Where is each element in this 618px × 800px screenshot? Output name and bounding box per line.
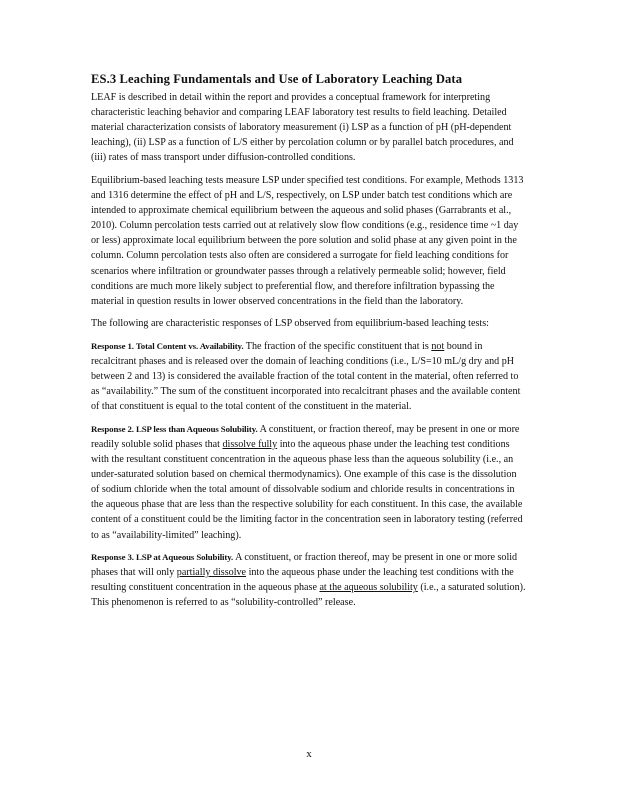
response-2-underlined: dissolve fully — [222, 438, 278, 450]
response-1-text-a: The fraction of the specific constituent that is — [245, 340, 432, 352]
paragraph-leaf-overview: LEAF is described in detail within the report and provides a conceptual framework for interpreting characteristic leaching behavior and comparing LEAF laboratory test results to field leaching. Detailed material characterization consists of laboratory measurement (i) LSP as a function of pH (pH‐dependent leaching), (ii) LSP as a function of L/S either by percolation column or by parallel batch procedures, and (iii) rates of mass transport under diffusion‐controlled conditions. — [91, 92, 514, 164]
response-3-underlined-b: at the aqueous solubility — [319, 582, 418, 594]
response-3-text-a: A constituent, or fraction thereof, may be present in one or more solid phases that will only — [91, 552, 518, 579]
response-3 — [91, 550, 527, 610]
response-2-text-a: A constituent, or fraction thereof, may be present in one or more readily soluble solid phases that — [91, 423, 520, 450]
response-1 — [91, 339, 527, 414]
response-1-text-b: bound in recalcitrant phases and is released over the domain of leaching conditions (i.e., L/S=10 mL/g dry and pH between 2 and 13) is considered the available fraction of the total content in the material, often referred to as “availability.” The sum of the constituent incorporated into recalcitrant phases and the available content of that constituent is equal to the total content of the constituent in the material. — [91, 340, 521, 413]
response-3-underlined-a: partially dissolve — [176, 567, 247, 579]
paragraph-equilibrium-tests: Equilibrium‐based leaching tests measure LSP under specified test conditions. For example, Methods 1313 and 1316 determine the effect of pH and L/S, respectively, on LSP under batch test conditions which are intended to approximate chemical equilibrium between the aqueous and solid phases (Garrabrants et al., 2010). Column percolation tests carried out at relatively slow flow conditions (e.g., residence time ~1 day or less) approximate local equilibrium between the pore solution and solid phase at any given point in the column. Column percolation tests also often are considered a surrogate for field leaching conditions for scenarios where infiltration or groundwater passes through a relatively permeable solid; however, field conditions are much more likely subject to preferential flow, and therefore infiltration bypassing the material in question results in lower observed concentrations in the field than the laboratory. — [91, 174, 524, 307]
document-page — [91, 72, 527, 618]
section-heading: ES.3 Leaching Fundamentals and Use of Laboratory Leaching Data — [91, 72, 463, 86]
response-3-label: Response 3. LSP at Aqueous Solubility. — [91, 552, 234, 563]
response-3-text-c: (i.e., a saturated solution). This phenomenon is referred to as “solubility‐controlled” release. — [91, 582, 526, 609]
response-1-underlined: not — [431, 340, 445, 352]
page-number: x — [306, 748, 312, 760]
response-1-label: Response 1. Total Content vs. Availability. — [91, 340, 244, 351]
response-2-text-b: into the aqueous phase under the leaching test conditions with the resultant constituent concentration in the aqueous phase less than the aqueous solubility (i.e., an under‐saturated solution based on chemical thermodynamics). One example of this case is the dissolution of sodium chloride when the total amount of dissolvable sodium and chloride results in concentrations in the aqueous phase that are less than the respective solubility for each constituent. In this case, the available content of a constituent could be the limiting factor in the concentration seen in laboratory testing (referred to as “availability‐limited” leaching). — [91, 438, 523, 541]
paragraph-responses-intro: The following are characteristic responses of LSP observed from equilibrium‐based leaching tests: — [91, 318, 489, 330]
response-2-label: Response 2. LSP less than Aqueous Solubility. — [91, 423, 258, 434]
response-3-text-b: into the aqueous phase under the leaching test conditions with the resulting constituent concentration in the aqueous phase — [91, 567, 514, 594]
response-2 — [91, 422, 527, 543]
